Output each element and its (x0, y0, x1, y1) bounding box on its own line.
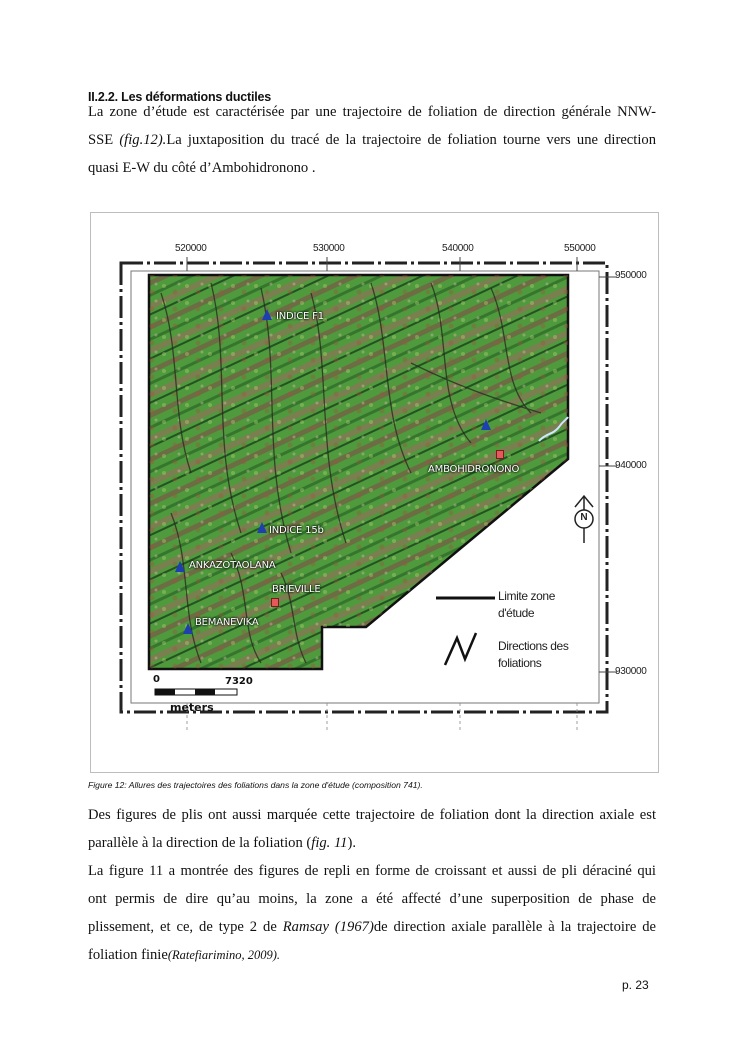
paragraph-line (88, 126, 656, 154)
text-span: plissement, et ce, de type 2 de (88, 919, 283, 935)
legend-text: d'étude (498, 606, 535, 620)
legend-foliation-label (498, 638, 568, 672)
y-tick-label: 950000 (615, 270, 647, 281)
text-span: ). (347, 835, 356, 851)
scale-end-label: 7320 (225, 676, 253, 687)
paragraph-line: Des figures de plis ont aussi marquée cette trajectoire de foliation dont la direction axiale est (88, 807, 656, 823)
x-tick-label: 520000 (175, 243, 207, 254)
place-label: AMBOHIDRONONO (428, 464, 520, 475)
place-label: INDICE 15b (269, 525, 324, 536)
legend-boundary-label (498, 588, 555, 622)
place-label: BRIEVILLE (272, 584, 321, 595)
x-tick-label: 530000 (313, 243, 345, 254)
page-number: p. 23 (622, 978, 649, 992)
place-label: ANKAZOTAOLANA (189, 560, 276, 571)
legend-text: Directions des (498, 639, 569, 653)
paragraph-line: ont permis de dire qu’au moins, la zone a été affecté d’une superposition de phase de (88, 891, 656, 907)
paragraph-line: La zone d’étude est caractérisée par une trajectoire de foliation de direction générale NNW- (88, 104, 656, 120)
scale-bar (155, 689, 237, 695)
paragraph-line (88, 829, 656, 857)
text-span: parallèle à la direction de la foliation ( (88, 835, 312, 851)
deposit-marker-icon (175, 561, 185, 572)
place-label: INDICE F1 (276, 311, 324, 322)
paragraph-intro (88, 98, 656, 182)
place-label: BEMANEVIKA (195, 617, 259, 628)
town-marker-icon (496, 450, 504, 459)
paragraph-line (88, 941, 656, 969)
figure-reference: fig. 11 (311, 835, 348, 851)
x-tick-label: 540000 (442, 243, 474, 254)
deposit-marker-icon (481, 419, 491, 430)
figure-map (90, 212, 659, 773)
text-span: foliation finie (88, 947, 168, 963)
paragraph-folds (88, 801, 656, 969)
legend-text: Limite zone (498, 589, 555, 603)
north-label: N (580, 512, 588, 523)
text-span: La juxtaposition du tracé de la trajectoire de foliation tourne vers une direction (166, 132, 656, 148)
scale-unit-label: meters (170, 701, 214, 714)
scale-start-label: 0 (153, 674, 160, 685)
figure-caption: Figure 12: Allures des trajectoires des foliations dans la zone d'étude (composition 741). (88, 780, 423, 790)
x-tick-label: 550000 (564, 243, 596, 254)
citation: Ramsay (1967) (282, 919, 374, 935)
town-marker-icon (271, 598, 279, 607)
paragraph-line (88, 913, 656, 941)
y-tick-label: 940000 (615, 460, 647, 471)
figure-reference: (fig.12). (119, 132, 167, 148)
citation: (Ratefiarimino, 2009). (167, 948, 280, 962)
deposit-marker-icon (257, 522, 267, 533)
text-span: de direction axiale parallèle à la trajectoire de (373, 919, 657, 935)
deposit-marker-icon (262, 309, 272, 320)
legend-foliation-symbol (445, 633, 476, 665)
paragraph-line: quasi E-W du côté d’Ambohidronono . (88, 160, 316, 176)
y-tick-label: 930000 (615, 666, 647, 677)
deposit-marker-icon (183, 623, 193, 634)
paragraph-line: La figure 11 a montrée des figures de repli en forme de croissant et aussi de pli déraciné qui (88, 863, 656, 879)
legend-text: foliations (498, 656, 542, 670)
text-span: SSE (88, 132, 120, 148)
map-graphic (91, 213, 658, 772)
section-heading: II.2.2. Les déformations ductiles (88, 90, 272, 104)
